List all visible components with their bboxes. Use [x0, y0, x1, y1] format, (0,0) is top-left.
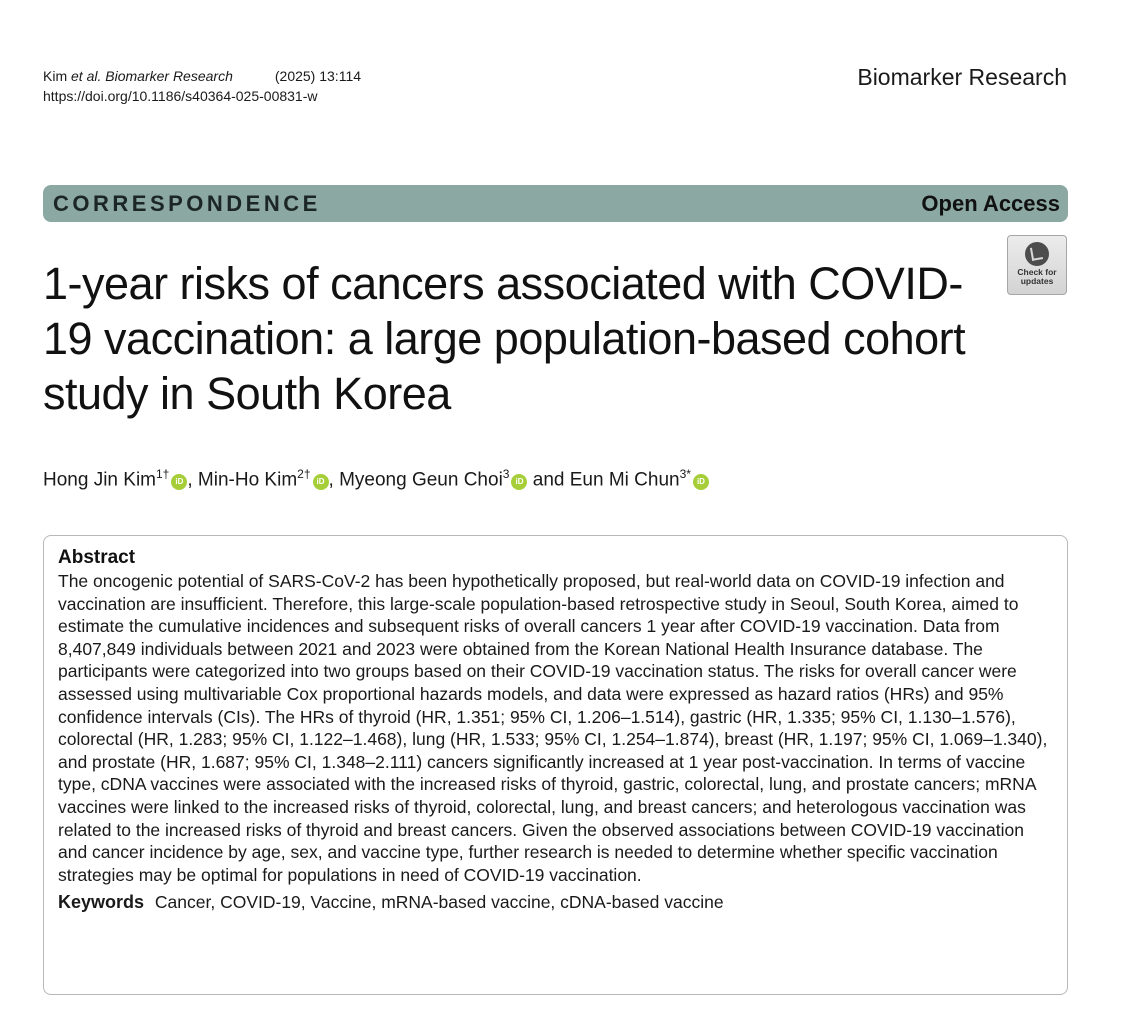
citation-line — [43, 66, 361, 86]
citation-year-volume: (2025) 13:114 — [274, 68, 362, 84]
citation-journal: Biomarker Research — [105, 68, 233, 84]
author-list — [43, 461, 709, 493]
author-affiliation: 3 — [502, 467, 510, 481]
abstract-text: The oncogenic potential of SARS-CoV-2 has been hypothetically proposed, but real-world data on COVID-19 infection and vaccination are insufficient. Therefore, this large-scale population-based retrospective study in Seoul, South Korea, aimed to estimate the cumulative incidences and subsequent risks of overall cancers 1 year after COVID-19 vaccination. Data from 8,407,849 individuals between 2021 and 2023 were obtained from the Korean National Health Insurance database. The participants were categorized into two groups based on their COVID-19 vaccination status. The risks for overall cancer were assessed using multivariable Cox proportional hazards models, and data were expressed as hazard ratios (HRs) and 95% confidence intervals (CIs). The HRs of thyroid (HR, 1.351; 95% CI, 1.206–1.514), gastric (HR, 1.335; 95% CI, 1.130–1.576), colorectal (HR, 1.283; 95% CI, 1.122–1.468), lung (HR, 1.533; 95% CI, 1.254–1.874), breast (HR, 1.197; 95% CI, 1.069–1.340), and prostate (HR, 1.687; 95% CI, 1.348–2.111) cancers significantly increased at 1 year post-vaccination. In terms of vaccine type, cDNA vaccines were associated with the increased risks of thyroid, gastric, colorectal, lung, and prostate cancers; mRNA vaccines were linked to the increased risks of thyroid, colorectal, lung, and breast cancers; and heterologous vaccination was related to the increased risks of thyroid and breast cancers. Given the observed associations between COVID-19 vaccination and cancer incidence by age, sex, and vaccine type, further research is needed to determine whether specific vaccination strategies may be optimal for populations in need of COVID-19 vaccination. — [58, 571, 1048, 885]
citation-author-journal — [43, 66, 233, 86]
orcid-icon[interactable]: iD — [313, 474, 329, 490]
abstract-box — [43, 535, 1068, 995]
doi-link[interactable]: https://doi.org/10.1186/s40364-025-00831-w — [43, 88, 318, 104]
check-for-updates-icon — [1025, 242, 1049, 266]
article-meta — [43, 66, 361, 106]
author-separator: and — [527, 469, 570, 491]
journal-name: Biomarker Research — [857, 64, 1067, 90]
author-name[interactable]: Min-Ho Kim — [197, 469, 298, 491]
author-affiliation: 2† — [297, 467, 311, 481]
author-name[interactable]: Myeong Geun Choi — [339, 469, 503, 491]
author-name[interactable]: Hong Jin Kim — [43, 469, 156, 491]
citation-et-al: et al. — [71, 68, 102, 84]
orcid-icon[interactable]: iD — [693, 474, 709, 490]
check-for-updates-button[interactable] — [1007, 235, 1067, 295]
open-access-label: Open Access — [921, 190, 1060, 216]
orcid-icon[interactable]: iD — [171, 474, 187, 490]
keywords-line — [58, 890, 1053, 914]
author-affiliation: 3* — [679, 467, 691, 481]
keywords-label: Keywords — [58, 892, 145, 913]
citation-author: Kim — [43, 68, 68, 84]
check-for-updates-line1: Check for — [1017, 267, 1057, 277]
author-affiliation: 1† — [156, 467, 170, 481]
author-separator: , — [328, 469, 340, 491]
orcid-icon[interactable]: iD — [511, 474, 527, 490]
article-type: CORRESPONDENCE — [53, 190, 321, 216]
check-for-updates-line2: updates — [1020, 276, 1054, 286]
author-separator: , — [187, 469, 198, 491]
abstract-heading: Abstract — [58, 547, 136, 568]
article-type-banner — [43, 185, 1068, 222]
keywords-text: Cancer, COVID-19, Vaccine, mRNA-based vaccine, cDNA-based vaccine — [154, 892, 724, 913]
author-name[interactable]: Eun Mi Chun — [569, 469, 680, 491]
article-title: 1-year risks of cancers associated with COVID-19 vaccination: a large population-based cohort study in South Korea — [43, 258, 966, 419]
